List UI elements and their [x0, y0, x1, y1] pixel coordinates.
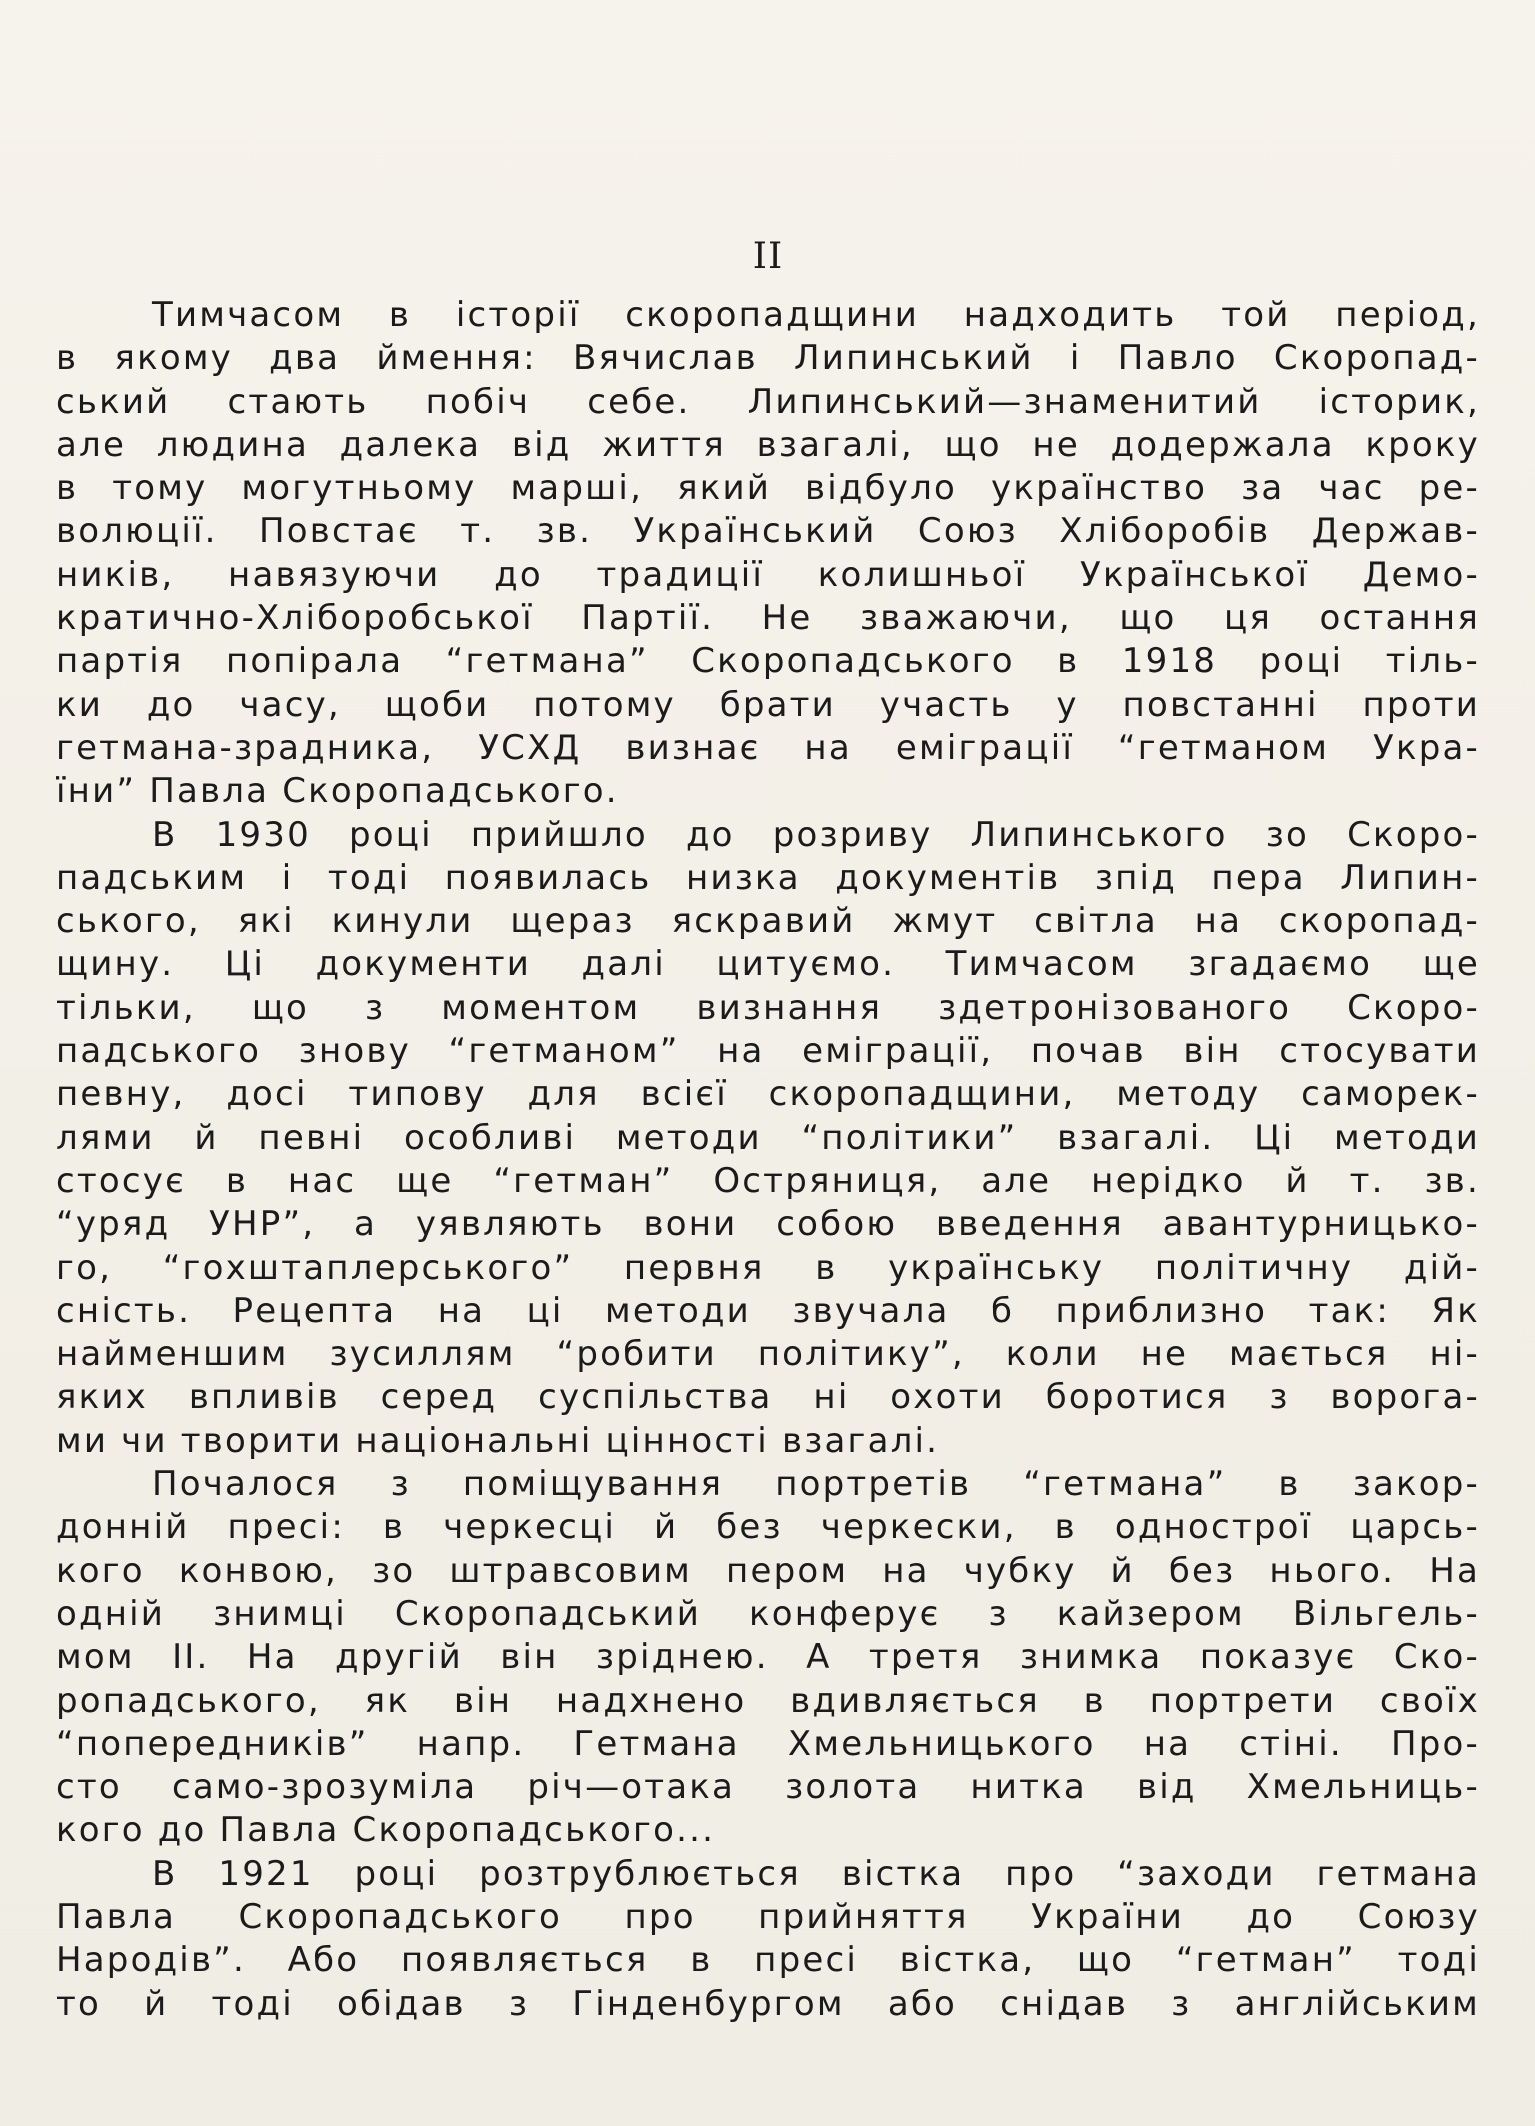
text-line: сто само-зрозуміла річ—отака золота нитка від Хмельниць- — [56, 1767, 1480, 1808]
text-line: то й тоді обідав з Гінденбургом або снідав з англійським — [56, 1983, 1480, 2024]
text-line: певну, досі типову для всієї скоропадщини, методу саморек- — [56, 1074, 1480, 1115]
page-text — [56, 238, 1480, 2026]
text-line: кратично-Хліборобської Партії. Не зважаючи, що ця остання — [56, 598, 1480, 639]
text-line: донній пресі: в черкесці й без черкески, в однострої царсь- — [56, 1507, 1480, 1548]
text-line: “попередників” напр. Гетмана Хмельницького на стіні. Про- — [56, 1723, 1480, 1764]
text-line: гетмана-зрадника, УСХД визнає на еміграції “гетманом Укра- — [56, 727, 1480, 768]
text-line: одній знимці Скоропадський конферує з кайзером Вільгель- — [56, 1593, 1480, 1634]
text-line: лями й певні особливі методи “політики” взагалі. Ці методи — [56, 1117, 1480, 1158]
text-line: ників, навязуючи до традиції колишньої Української Демо- — [56, 554, 1480, 595]
text-line: яких впливів серед суспільства ні охоти боротися з ворога- — [56, 1377, 1480, 1418]
text-line: але людина далека від життя взагалі, що не додержала кроку — [56, 424, 1480, 465]
text-line: “уряд УНР”, а уявляють вони собою введення авантурницько- — [56, 1204, 1480, 1245]
text-line: щину. Ці документи далі цитуємо. Тимчасом згадаємо ще — [56, 944, 1480, 985]
text-line: ропадського, як він надхнено вдивляється в портрети своїх — [56, 1680, 1480, 1721]
text-line: ми чи творити національні цінності взагалі. — [56, 1420, 940, 1461]
text-line: волюції. Повстає т. зв. Український Союз Хліборобів Держав- — [56, 511, 1480, 552]
text-line: ки до часу, щоби потому брати участь у повстанні проти — [56, 684, 1480, 725]
text-line: Народів”. Або появляється в пресі вістка, що “гетман” тоді — [56, 1940, 1480, 1981]
text-line: найменшим зусиллям “робити політику”, коли не мається ні- — [56, 1334, 1480, 1375]
paragraph — [56, 1853, 1480, 2026]
text-line: ський стають побіч себе. Липинський—знаменитий історик, — [56, 381, 1480, 422]
paragraph — [56, 1463, 1480, 1853]
text-line: в якому два ймення: Вячислав Липинський і Павло Скоропад- — [56, 338, 1480, 379]
text-line: Павла Скоропадського про прийняття України до Союзу — [56, 1896, 1480, 1937]
text-line: В 1930 році прийшло до розриву Липинського зо Скоро- — [152, 814, 1480, 855]
text-line: ського, які кинули щераз яскравий жмут світла на скоропад- — [56, 901, 1480, 942]
text-line: їни” Павла Скоропадського. — [56, 771, 619, 812]
text-line: тільки, що з моментом визнання здетронізованого Скоро- — [56, 987, 1480, 1028]
text-line: стосує в нас ще “гетман” Остряниця, але нерідко й т. зв. — [56, 1160, 1480, 1201]
text-line: мом II. На другій він зріднею. А третя знимка показує Ско- — [56, 1637, 1480, 1678]
text-line: падського знову “гетманом” на еміграції, почав він стосувати — [56, 1031, 1480, 1072]
section-numeral: II — [752, 236, 784, 277]
text-line: падським і тоді появилась низка документів зпід пера Липин- — [56, 857, 1480, 898]
text-line: сність. Рецепта на ці методи звучала б приблизно так: Як — [56, 1290, 1480, 1331]
text-line: партія попірала “гетмана” Скоропадського в 1918 році тіль- — [56, 641, 1480, 682]
text-line: кого конвою, зо штравсовим пером на чубку й без нього. На — [56, 1550, 1480, 1591]
text-line: кого до Павла Скоропадського... — [56, 1810, 716, 1851]
text-line: в тому могутньому марші, який відбуло українство за час ре- — [56, 468, 1480, 509]
paragraph — [56, 814, 1480, 1463]
paragraph — [56, 294, 1480, 814]
text-line: Тимчасом в історії скоропадщини надходить той період, — [152, 295, 1480, 335]
text-line: Почалося з поміщування портретів “гетмана” в закор- — [152, 1464, 1480, 1505]
text-line: В 1921 році розтрублюється вістка про “заходи гетмана — [152, 1853, 1480, 1894]
text-line: го, “гохштаплерського” первня в українську політичну дій- — [56, 1247, 1480, 1288]
